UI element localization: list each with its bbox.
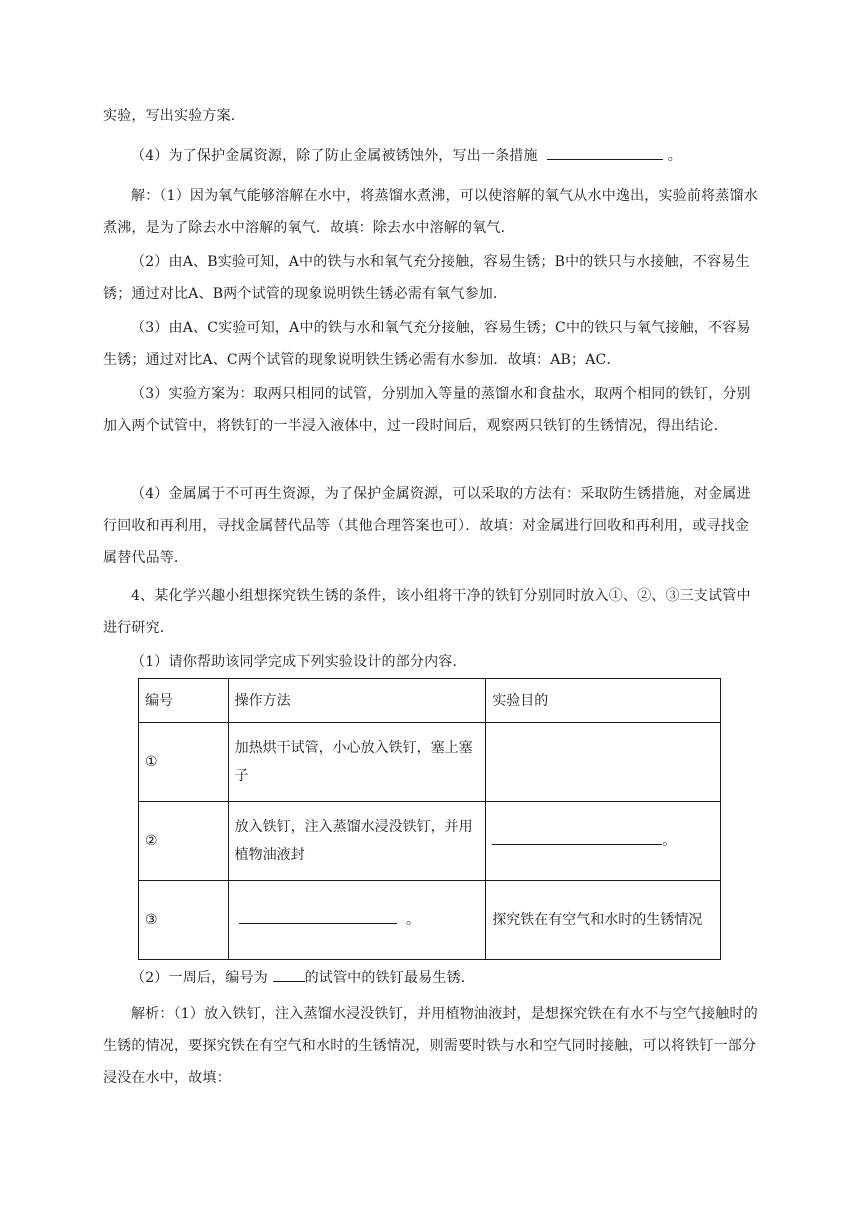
question-4-part-2 [103,962,763,994]
row-purpose-cell [486,802,721,881]
row-number: ③ [139,881,229,960]
row-number: ① [139,723,229,802]
experiment-table [138,678,721,960]
solution-paragraph: 解析：（1）放入铁钉，注入蒸馏水浸没铁钉，并用植物油液封，是想探究铁在有水不与空气接触时的生锈的情况，要探究铁在有空气和水时的生锈情况，则需要时铁与水和空气同时接触，可以将铁钉一部分浸没在水中，故填： [103,1006,758,1086]
blank-suffix: 。 [662,833,677,849]
answer-paragraph-1: 解：（1）因为氧气能够溶解在水中，将蒸馏水煮沸，可以使溶解的氧气从水中逸出，实验前将蒸馏水煮沸，是为了除去水中溶解的氧气．故填：除去水中溶解的氧气． [103,188,758,236]
answer-blank [547,145,663,160]
answer-paragraph-2: （2）由A、B实验可知，A中的铁与水和氧气充分接触，容易生锈；B中的铁只与水接触，不容易生锈；通过对比A、B两个试管的现象说明铁生锈必需有氧气参加． [103,254,750,302]
answer-paragraph-4: （3）实验方案为：取两只相同的试管，分别加入等量的蒸馏水和食盐水，取两个相同的铁钉，分别加入两个试管中，将铁钉的一半浸入液体中，过一段时间后，观察两只铁钉的生锈情况，得出结论． [103,386,751,434]
question-text: （2）一周后，编号为 [131,970,268,986]
question-text: （4）为了保护金属资源，除了防止金属被锈蚀外，写出一条措施 [131,148,538,164]
question-4-stem: 4、某化学兴趣小组想探究铁生锈的条件，该小组将干净的铁钉分别同时放入①、②、③三支试管中进行研究． [103,588,751,636]
row-method-cell [228,881,486,960]
row-number: ② [139,802,229,881]
header-number: 编号 [139,679,229,723]
header-method: 操作方法 [228,679,486,723]
answer-blank [492,830,662,845]
header-purpose: 实验目的 [486,679,721,723]
text-line: 实验，写出实验方案． [103,108,245,124]
table-row [139,802,721,881]
answer-blank [273,967,305,982]
question-4-measure [103,140,763,172]
row-method: 加热烘干试管，小心放入铁钉，塞上塞子 [228,723,486,802]
row-purpose: 探究铁在有空气和水时的生锈情况 [486,881,721,960]
question-suffix: 。 [667,148,682,164]
table-row [139,723,721,802]
answer-paragraph-5: （4）金属属于不可再生资源，为了保护金属资源，可以采取的方法有：采取防生锈措施，对金属进行回收和再利用，寻找金属替代品等（其他合理答案也可）．故填：对金属进行回收和再利用，或寻找金属替代品等． [103,486,751,566]
question-4-part-1: （1）请你帮助该同学完成下列实验设计的部分内容． [131,654,467,670]
row-purpose [486,723,721,802]
question-suffix: 的试管中的铁钉最易生锈． [304,970,475,986]
table-row [139,881,721,960]
blank-suffix: 。 [406,912,421,928]
answer-blank [239,909,397,924]
row-method: 放入铁钉，注入蒸馏水浸没铁钉，并用植物油液封 [228,802,486,881]
table-header-row [139,679,721,723]
answer-paragraph-3: （3）由A、C实验可知，A中的铁与水和氧气充分接触，容易生锈；C中的铁只与氧气接触，不容易生锈；通过对比A、C两个试管的现象说明铁生锈必需有水参加．故填：AB；AC． [103,320,751,368]
